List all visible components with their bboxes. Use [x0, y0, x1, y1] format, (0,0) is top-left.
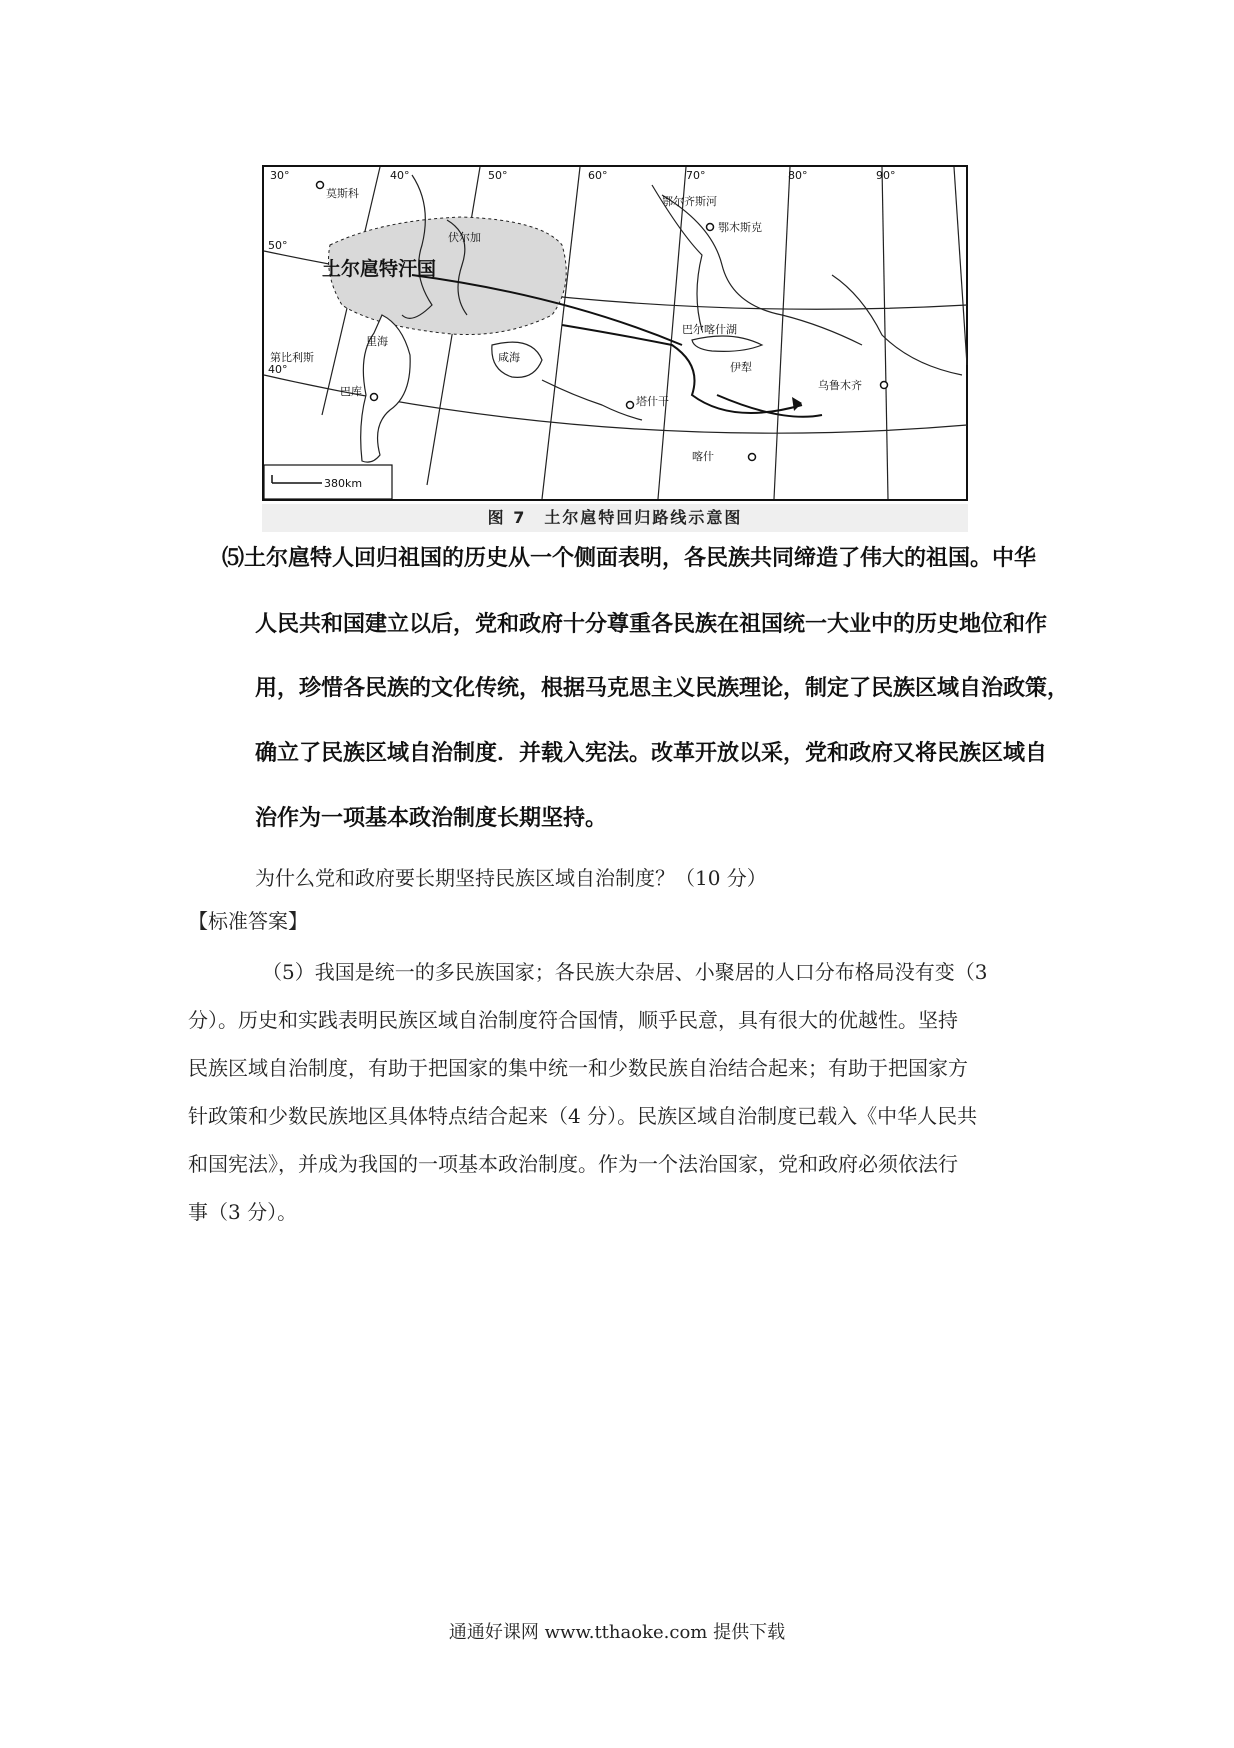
passage-line: ⑸土尔扈特人回归祖国的历史从一个侧面表明，各民族共同缔造了伟大的祖国。中华	[222, 546, 1037, 571]
answer-line: 针政策和少数民族地区具体特点结合起来（4 分）。民族区域自治制度已载入《中华人民共	[188, 1104, 978, 1128]
place-omsk: 鄂木斯克	[718, 221, 762, 234]
passage-line: 确立了民族区域自治制度．并载入宪法。改革开放以采，党和政府又将民族区域自	[255, 741, 1048, 766]
map-caption: 图 7 土尔扈特回归路线示意图	[262, 504, 968, 532]
answer-line: 分）。历史和实践表明民族区域自治制度符合国情，顺乎民意，具有很大的优越性。坚持	[188, 1008, 958, 1032]
answer-line: 事（3 分）。	[188, 1200, 298, 1224]
place-tashkent: 塔什干	[636, 395, 669, 408]
place-balkhash: 巴尔喀什湖	[682, 323, 737, 336]
river-ob-label: 鄂尔齐斯河	[662, 195, 717, 208]
passage-line: 治作为一项基本政治制度长期坚持。	[255, 806, 608, 831]
place-urumqi: 乌鲁木齐	[818, 379, 862, 392]
sea-caspian-label: 里海	[366, 335, 388, 348]
lon-label: 60°	[588, 169, 608, 182]
scale-label: 380km	[324, 477, 363, 490]
page-footer: 通通好课网 www.tthaoke.com 提供下载	[448, 1622, 786, 1643]
sea-aral-label: 咸海	[498, 351, 520, 364]
lon-label: 80°	[788, 169, 808, 182]
answer-heading: 【标准答案】	[188, 909, 308, 933]
lon-label: 40°	[390, 169, 410, 182]
lat-label: 40°	[268, 363, 288, 376]
passage-line: 人民共和国建立以后，党和政府十分尊重各民族在祖国统一大业中的历史地位和作	[255, 612, 1048, 637]
place-ili: 伊犁	[730, 361, 752, 374]
scale-bar	[264, 465, 392, 499]
river-volga-label: 伏尔加	[448, 231, 481, 244]
route-map-svg	[262, 165, 968, 505]
lon-label: 30°	[270, 169, 290, 182]
answer-line: 和国宪法》，并成为我国的一项基本政治制度。作为一个法治国家，党和政府必须依法行	[188, 1152, 958, 1176]
passage-line: 用，珍惜各民族的文化传统，根据马克思主义民族理论，制定了民族区域自治政策，	[255, 676, 1070, 701]
answer-line: 民族区域自治制度，有助于把国家的集中统一和少数民族自治结合起来；有助于把国家方	[188, 1056, 968, 1080]
question-text: 为什么党和政府要长期坚持民族区域自治制度？（10 分）	[255, 866, 767, 890]
lon-label: 90°	[876, 169, 896, 182]
place-kashgar: 喀什	[692, 450, 714, 463]
route-map	[262, 165, 968, 532]
lon-label: 70°	[686, 169, 706, 182]
place-tbilisi: 第比利斯	[270, 351, 314, 364]
lon-label: 50°	[488, 169, 508, 182]
place-moscow: 莫斯科	[326, 187, 359, 200]
khanate-label: 土尔扈特汗国	[322, 258, 437, 280]
place-baku: 巴库	[340, 385, 362, 398]
lat-label: 50°	[268, 239, 288, 252]
answer-line: （5）我国是统一的多民族国家；各民族大杂居、小聚居的人口分布格局没有变（3	[262, 960, 988, 984]
